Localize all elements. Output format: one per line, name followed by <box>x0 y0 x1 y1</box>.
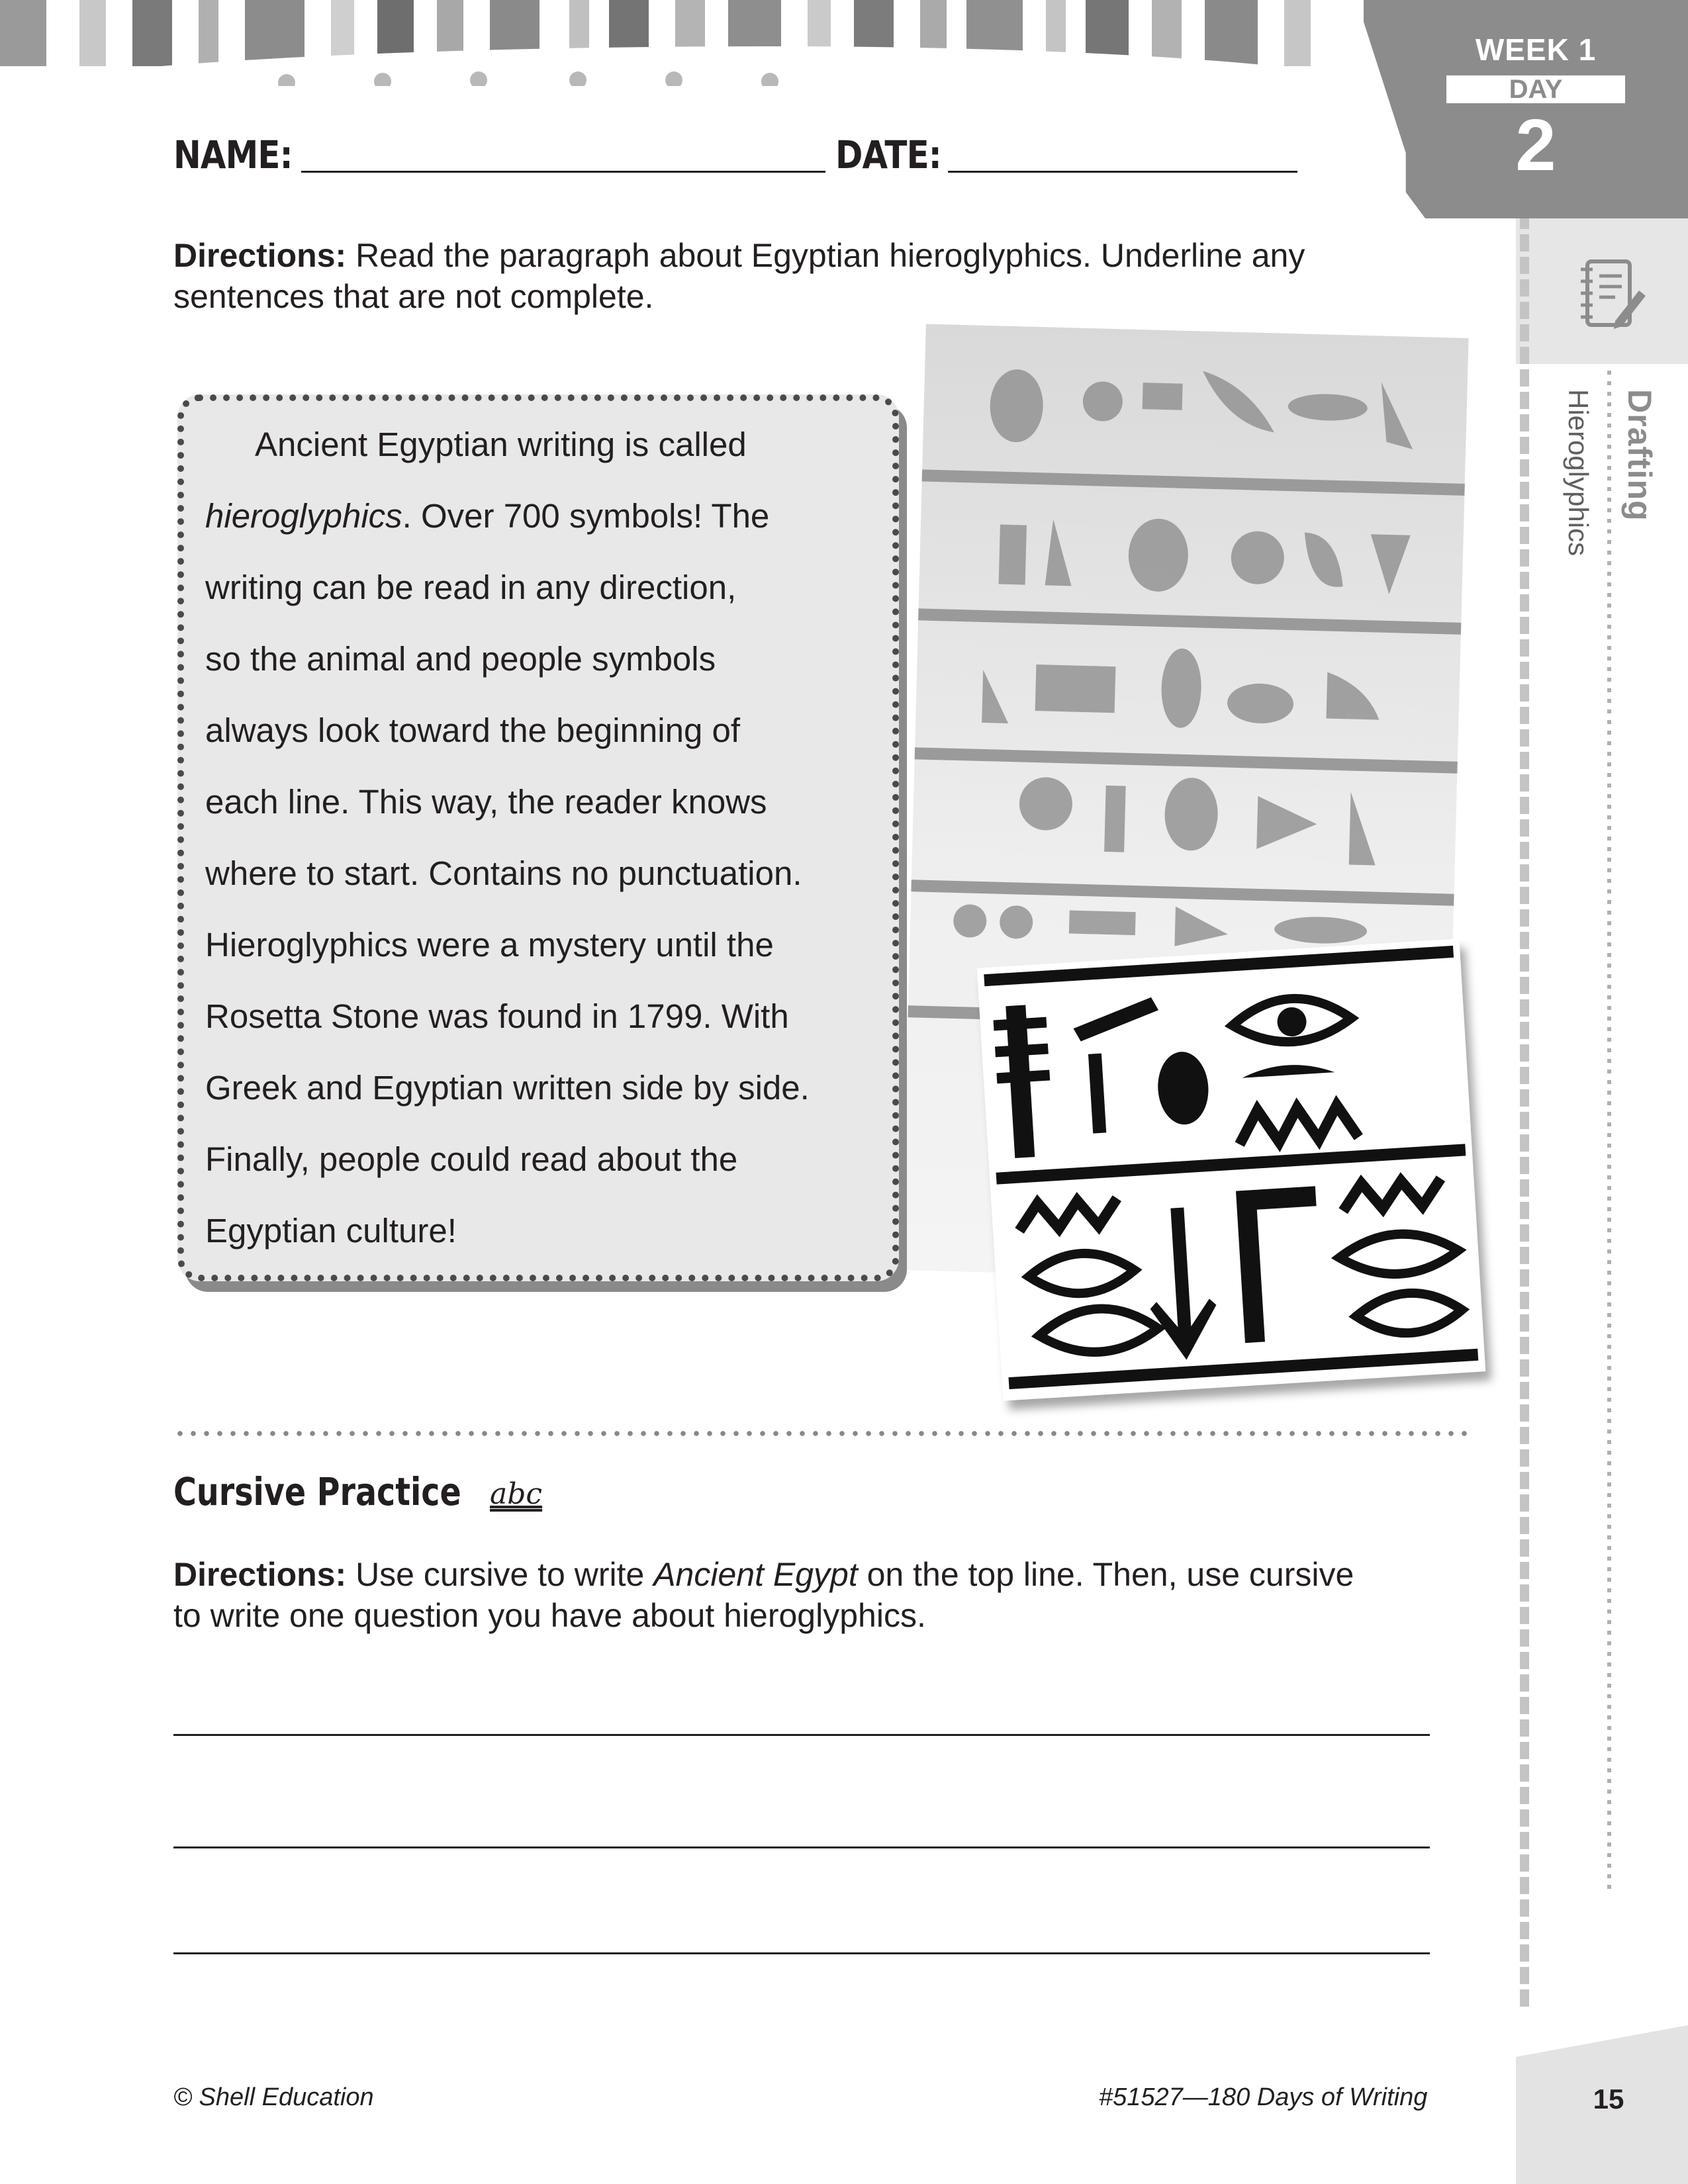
date-label: DATE: <box>835 132 941 177</box>
paragraph-line: always look toward the beginning of <box>205 711 741 749</box>
hieroglyphics-illustration <box>977 938 1486 1400</box>
hieroglyphics-italic: hieroglyphics <box>205 497 402 535</box>
paragraph-line: Hieroglyphics were a mystery until the <box>205 926 774 964</box>
sidebar-dashed-border <box>1520 212 1529 2012</box>
directions-label: Directions: <box>173 1556 347 1593</box>
directions-text-2: to write one question you have about hieroglyphics. <box>173 1597 926 1634</box>
directions-text-2: sentences that are not complete. <box>173 278 654 315</box>
directions-2 <box>173 1554 1354 1636</box>
day-number: 2 <box>1515 105 1556 186</box>
notebook-pencil-icon <box>1575 255 1648 334</box>
footer-copyright: © Shell Education <box>173 2083 374 2111</box>
paragraph-line: Greek and Egyptian written side by side. <box>205 1069 810 1107</box>
directions-text: Read the paragraph about Egyptian hieroglyphics. Underline any <box>355 237 1305 274</box>
top-decorative-band <box>0 0 1390 86</box>
sidebar <box>1516 212 1688 2025</box>
writing-line[interactable] <box>173 1846 1430 1848</box>
paragraph-line: where to start. Contains no punctuation. <box>205 854 802 892</box>
directions-text: Use cursive to write <box>355 1556 654 1593</box>
name-field[interactable] <box>301 171 825 173</box>
cursive-practice-heading: Cursive Practice <box>173 1469 461 1514</box>
paragraph-line: Ancient Egyptian writing is called <box>255 426 747 463</box>
week-label: WEEK 1 <box>1475 32 1597 67</box>
writing-line[interactable] <box>173 1952 1430 1954</box>
directions-label: Directions: <box>173 237 347 274</box>
paragraph-line: so the animal and people symbols <box>205 640 716 678</box>
paragraph-line-rest: . Over 700 symbols! The <box>402 497 770 535</box>
directions-1 <box>173 235 1305 317</box>
sidebar-title: Drafting <box>1621 389 1658 522</box>
directions-text-b: on the top line. Then, use cursive <box>857 1556 1354 1593</box>
sidebar-subtitle: Hieroglyphics <box>1563 389 1594 557</box>
footer-book-title: #51527—180 Days of Writing <box>1099 2083 1428 2111</box>
paragraph-line: Egyptian culture! <box>205 1212 457 1250</box>
paragraph-line: each line. This way, the reader knows <box>205 783 767 821</box>
sidebar-dotted-line <box>1607 371 1611 1893</box>
section-divider <box>173 1431 1471 1436</box>
page-number: 15 <box>1593 2083 1624 2115</box>
paragraph-line: Finally, people could read about the <box>205 1140 738 1178</box>
writing-line[interactable] <box>173 1734 1430 1736</box>
cursive-abc-icon: abc <box>490 1477 543 1511</box>
name-label: NAME: <box>173 132 293 177</box>
paragraph-line <box>205 496 769 535</box>
directions-italic: Ancient Egypt <box>653 1556 858 1593</box>
paragraph-line: writing can be read in any direction, <box>205 569 737 606</box>
paragraph-line: Rosetta Stone was found in 1799. With <box>205 997 789 1035</box>
date-field[interactable] <box>948 171 1297 173</box>
day-label: DAY <box>1446 75 1625 103</box>
